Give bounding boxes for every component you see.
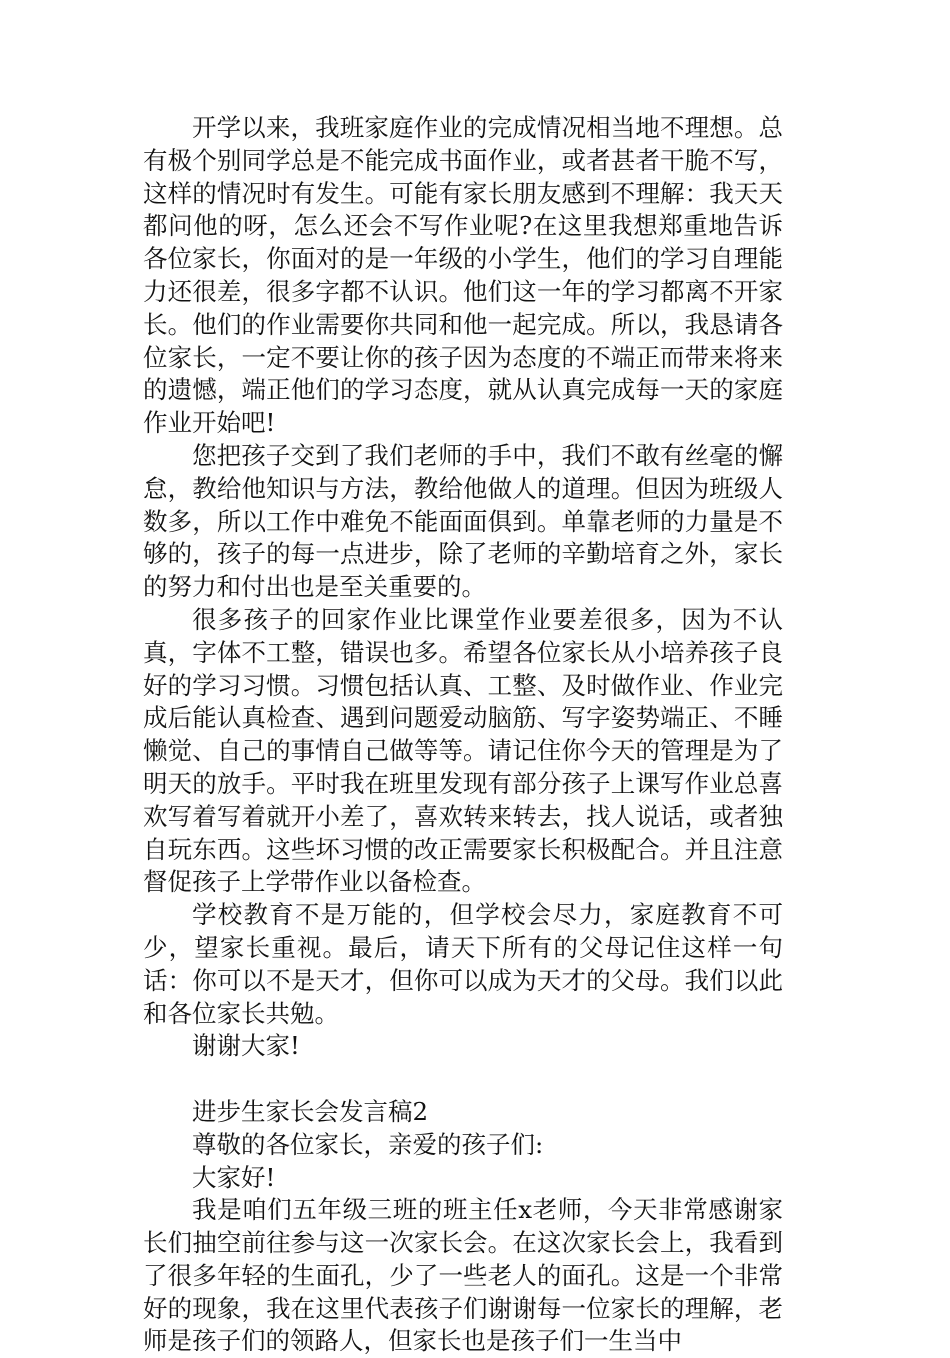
closing-thanks: 谢谢大家! [192,1031,300,1061]
greeting: 大家好! [192,1162,276,1192]
document-page [143,112,783,1358]
salutation: 尊敬的各位家长，亲爱的孩子们: [192,1129,544,1159]
paragraph-homework: 开学以来，我班家庭作业的完成情况相当地不理想。总有极个别同学总是不能完成书面作业，或者甚者干脆不写，这样的情况时有发生。可能有家长朋友感到不理解：我天天都问他的呀，怎么还会不写作业呢?在这里我想郑重地告诉各位家长，你面对的是一年级的小学生，他们的学习自理能力还很差，很多字都不认识。他们这一年的学习都离不开家长。他们的作业需要你共同和他一起完成。所以，我恳请各位家长，一定不要让你的孩子因为态度的不端正而带来将来的遗憾，端正他们的学习态度，就从认真完成每一天的家庭作业开始吧! [143,113,783,438]
paragraph-teachers: 您把孩子交到了我们老师的手中，我们不敢有丝毫的懈怠，教给他知识与方法，教给他做人的道理。但因为班级人数多，所以工作中难免不能面面俱到。单靠老师的力量是不够的，孩子的每一点进步，除了老师的辛勤培育之外，家长的努力和付出也是至关重要的。 [143,440,783,602]
paragraph-introduction: 我是咱们五年级三班的班主任x老师，今天非常感谢家长们抽空前往参与这一次家长会。在这次家长会上，我看到了很多年轻的生面孔，少了一些老人的面孔。这是一个非常好的现象，我在这里代表孩子们谢谢每一位家长的理解，老师是孩子们的领路人，但家长也是孩子们一生当中 [143,1195,783,1356]
paragraph-education: 学校教育不是万能的，但学校会尽力，家庭教育不可少，望家长重视。最后，请天下所有的父母记住这样一句话：你可以不是天才，但你可以成为天才的父母。我们以此和各位家长共勉。 [143,900,783,1028]
blank-line [143,1063,783,1096]
paragraph-habits: 很多孩子的回家作业比课堂作业要差很多，因为不认真，字体不工整，错误也多。希望各位家长从小培养孩子良好的学习习惯。习惯包括认真、工整、及时做作业、作业完成后能认真检查、遇到问题爱动脑筋、写字姿势端正、不睡懒觉、自己的事情自己做等等。请记住你今天的管理是为了明天的放手。平时我在班里发现有部分孩子上课写作业总喜欢写着写着就开小差了，喜欢转来转去，找人说话，或者独自玩东西。这些坏习惯的改正需要家长积极配合。并且注意督促孩子上学带作业以备检查。 [143,604,783,897]
section-title: 进步生家长会发言稿2 [192,1096,429,1126]
